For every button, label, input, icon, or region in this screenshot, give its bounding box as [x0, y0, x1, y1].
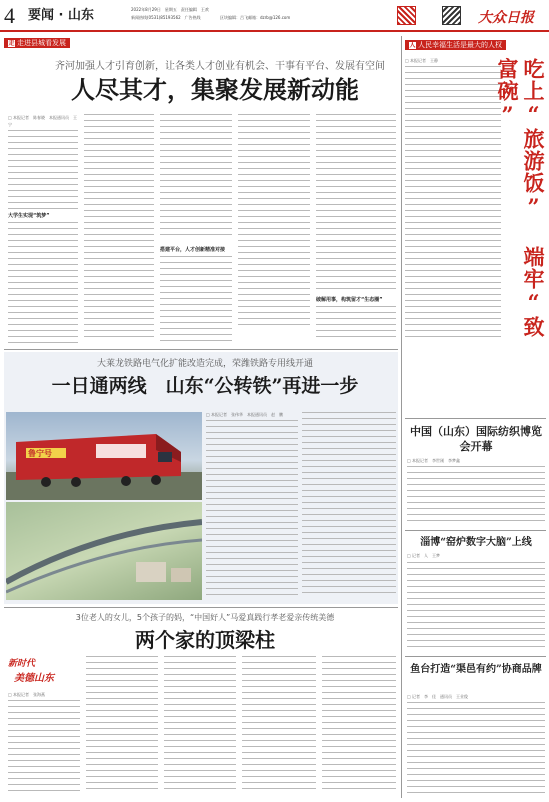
top-deck: 齐河加强人才引育创新，让各类人才创业有机会、干事有平台、发展有空间	[55, 61, 385, 72]
bottom-headline: 两个家的顶梁柱	[135, 628, 275, 652]
rail-deck: 大莱龙铁路电气化扩能改造完成，荣潍铁路专用线开通	[96, 359, 313, 369]
train-label: 鲁宁号	[28, 449, 52, 458]
bottom-col-4-text	[242, 656, 316, 796]
expo-headline: 中国（山东）国际纺织博览会开幕	[410, 425, 542, 453]
column-tag	[8, 656, 72, 686]
expo-byline: □ 本报记者 李世刚 李梦鑫	[407, 458, 461, 463]
qr-code-icon	[442, 6, 461, 25]
bottom-col-3-text	[164, 656, 236, 796]
top-col-3-text	[160, 114, 232, 244]
kicker-human-rights: 人 人民幸福生活是最大的人权	[405, 40, 506, 50]
section-divider-top	[4, 349, 398, 350]
bottom-byline: □ 本报记者 张海燕	[8, 692, 46, 697]
top-col-5-text-b	[316, 306, 396, 346]
top-col-4-text	[238, 114, 310, 334]
bottom-deck: 3位老人的女儿，5个孩子的妈，“中国好人”马爱真践行孝老爱亲传统美德	[75, 613, 335, 622]
top-col-3-text-b	[160, 256, 232, 346]
zibo-byline: □ 记者 人 王梦	[407, 553, 441, 558]
rail-col-2-text	[302, 412, 396, 600]
column-tag-line-2: 美德山东	[14, 673, 54, 684]
top-byline: □ 本报记者 陈春晓 本报通讯员 王宁	[8, 115, 78, 127]
masthead	[0, 0, 549, 34]
column-divider	[401, 36, 402, 798]
bottom-col-2-text	[86, 656, 158, 796]
masthead-rule	[0, 30, 549, 32]
zibo-text	[407, 562, 545, 652]
kicker-county: 走 走进县城看发展	[4, 38, 70, 48]
expo-text	[407, 466, 545, 526]
fish-byline: □ 记者 李 佳 通讯员 王业俊	[407, 694, 469, 699]
right-divider-1	[405, 418, 546, 419]
right-byline: □ 本报记者 王静	[405, 58, 439, 63]
right-divider-3	[405, 656, 546, 657]
section-title: 要闻 · 山东	[28, 8, 94, 23]
rail-col-1-text	[206, 420, 298, 600]
right-headline: 吃上“旅游饭” 端牢“致富碗”	[495, 58, 546, 338]
page-number: 4	[4, 3, 15, 28]
subhead-1: 大学生实现“筑梦”	[8, 213, 50, 219]
subhead-3: 破解用事，构筑留才“生态圈”	[316, 297, 383, 303]
zibo-headline: 淄博“窑炉数字大脑”上线	[420, 537, 532, 548]
phone-line: 新闻热线(0531)85193562 广告热线	[131, 15, 201, 20]
top-col-2-text	[84, 114, 154, 346]
column-tag-line-1: 新时代	[8, 659, 36, 669]
email-line: 区块编辑：吕飞邮箱：dzrb@126.com	[220, 15, 291, 20]
date-line: 2022年8月29日 星期五 责任编辑 王欢	[131, 7, 209, 12]
fish-headline: 鱼台打造“渠邑有约”协商品牌	[410, 664, 542, 675]
logo: 大众日报	[478, 10, 534, 26]
railway-aerial-photo	[6, 502, 202, 600]
subhead-2: 搭建平台，人才创新精准对接	[160, 247, 226, 253]
right-col-text-a	[405, 66, 501, 346]
top-col-5-text	[316, 114, 396, 294]
railway-illustration	[6, 502, 202, 600]
top-headline: 人尽其才，集聚发展新动能	[71, 75, 359, 104]
rail-headline: 一日通两线 山东“公转铁”再进一步	[51, 375, 359, 397]
top-col-1-text-b	[8, 222, 78, 346]
bottom-col-1-text	[8, 700, 80, 796]
rail-byline: □ 本报记者 张伟华 本报通讯员 赵 鹏	[206, 412, 284, 417]
fish-text	[407, 702, 545, 796]
right-divider-2	[405, 530, 546, 531]
bottom-col-5-text	[322, 656, 396, 796]
top-col-1-text	[8, 130, 78, 212]
section-divider-bottom	[4, 607, 398, 608]
train-photo	[6, 412, 202, 500]
qr-code-icon	[397, 6, 416, 25]
